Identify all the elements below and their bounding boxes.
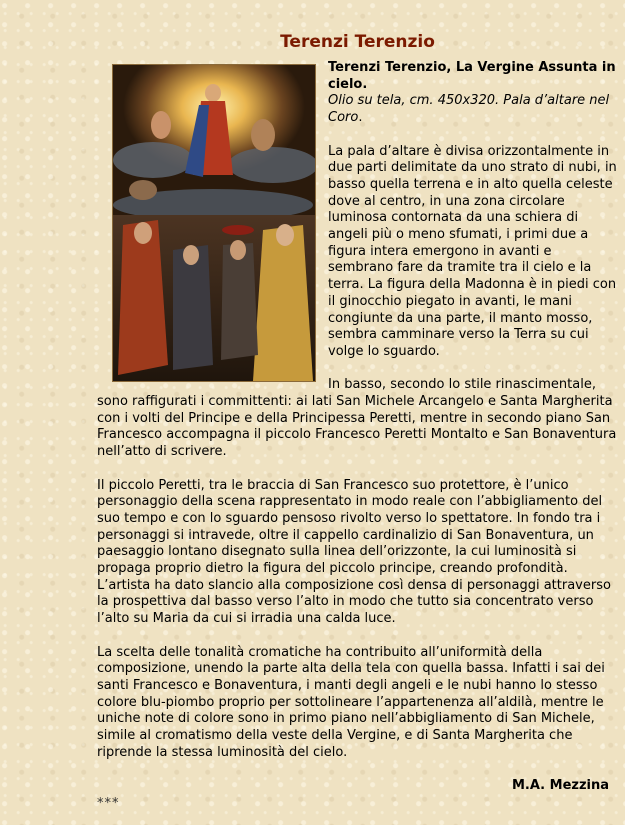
paragraph-3: Il piccolo Peretti, tra le braccia di San Francesco suo protettore, è l’unico personaggio della scena rappresentato in modo reale con l’abbigliamento del suo tempo e con lo sguardo pensoso rivolto verso lo spettatore. In fondo tra i personaggi si intravede, oltre il cappello cardinalizio di San Bonaventura, un paesaggio lontano disegnato sulla linea dell’orizzonte, la cui luminosità si propaga proprio dietro la figura del piccolo principe, creando profondità. L’artista ha dato slancio alla composizione così densa di personaggi attraverso la prospettiva dal basso verso l’alto in modo che tutto sia concentrato verso l’alto su Maria da cui si irradia una calda luce. [97,477,611,627]
author-signature: M.A. Mezzina [511,778,609,794]
paragraph-4: La scelta delle tonalità cromatiche ha contribuito all’uniformità della composizione, unendo la parte alta della tela con quella bassa. Infatti i sai dei santi Francesco e Bonaventura, i manti degli angeli e le nubi hanno lo stesso colore blu-piombo proprio per sottolineare l’appartenenza all’aldilà, mentre le uniche note di colore sono in primo piano nell’abbigliamento di San Michele, simile al cromatismo della veste della Vergine, e di Santa Margherita che riprende la stessa luminosità del cielo. [97,644,605,760]
artwork-meta-end: . [358,110,363,126]
artwork-meta: Olio su tela, cm. 450x320. Pala d’altare nel Coro [328,93,610,126]
page-title: Terenzi Terenzio [280,32,435,53]
painting-image [112,64,316,382]
paragraph-1: La pala d’altare è divisa orizzontalmente in due parti delimitate da uno strato di nubi, in basso quella terrena e in alto quella celeste dove al centro, in una zona circolare luminosa contornata da una schiera di angeli più o meno sfumati, i primi due a figura intera emergono in avanti e sembrano fare da tramite tra il cielo e la terra. La figura della Madonna è in piedi con il ginocchio piegato in avanti, le mani congiunte da una parte, il manto mosso, sembra camminare verso la Terra su cui volge lo sguardo. [328,143,617,359]
footer-separator: *** [97,796,120,811]
artwork-title: Terenzi Terenzio, La Vergine Assunta in cielo. [328,60,616,92]
paragraph-2: In basso, secondo lo stile rinascimentale, sono raffigurati i committenti: ai lati San Michele Arcangelo e Santa Margherita con i volti del Principe e della Principessa Peretti, mentre in secondo piano San Francesco accompagna il piccolo Francesco Peretti Montalto e San Bonaventura nell’atto di scrivere. [97,377,617,460]
article-content [97,60,617,795]
